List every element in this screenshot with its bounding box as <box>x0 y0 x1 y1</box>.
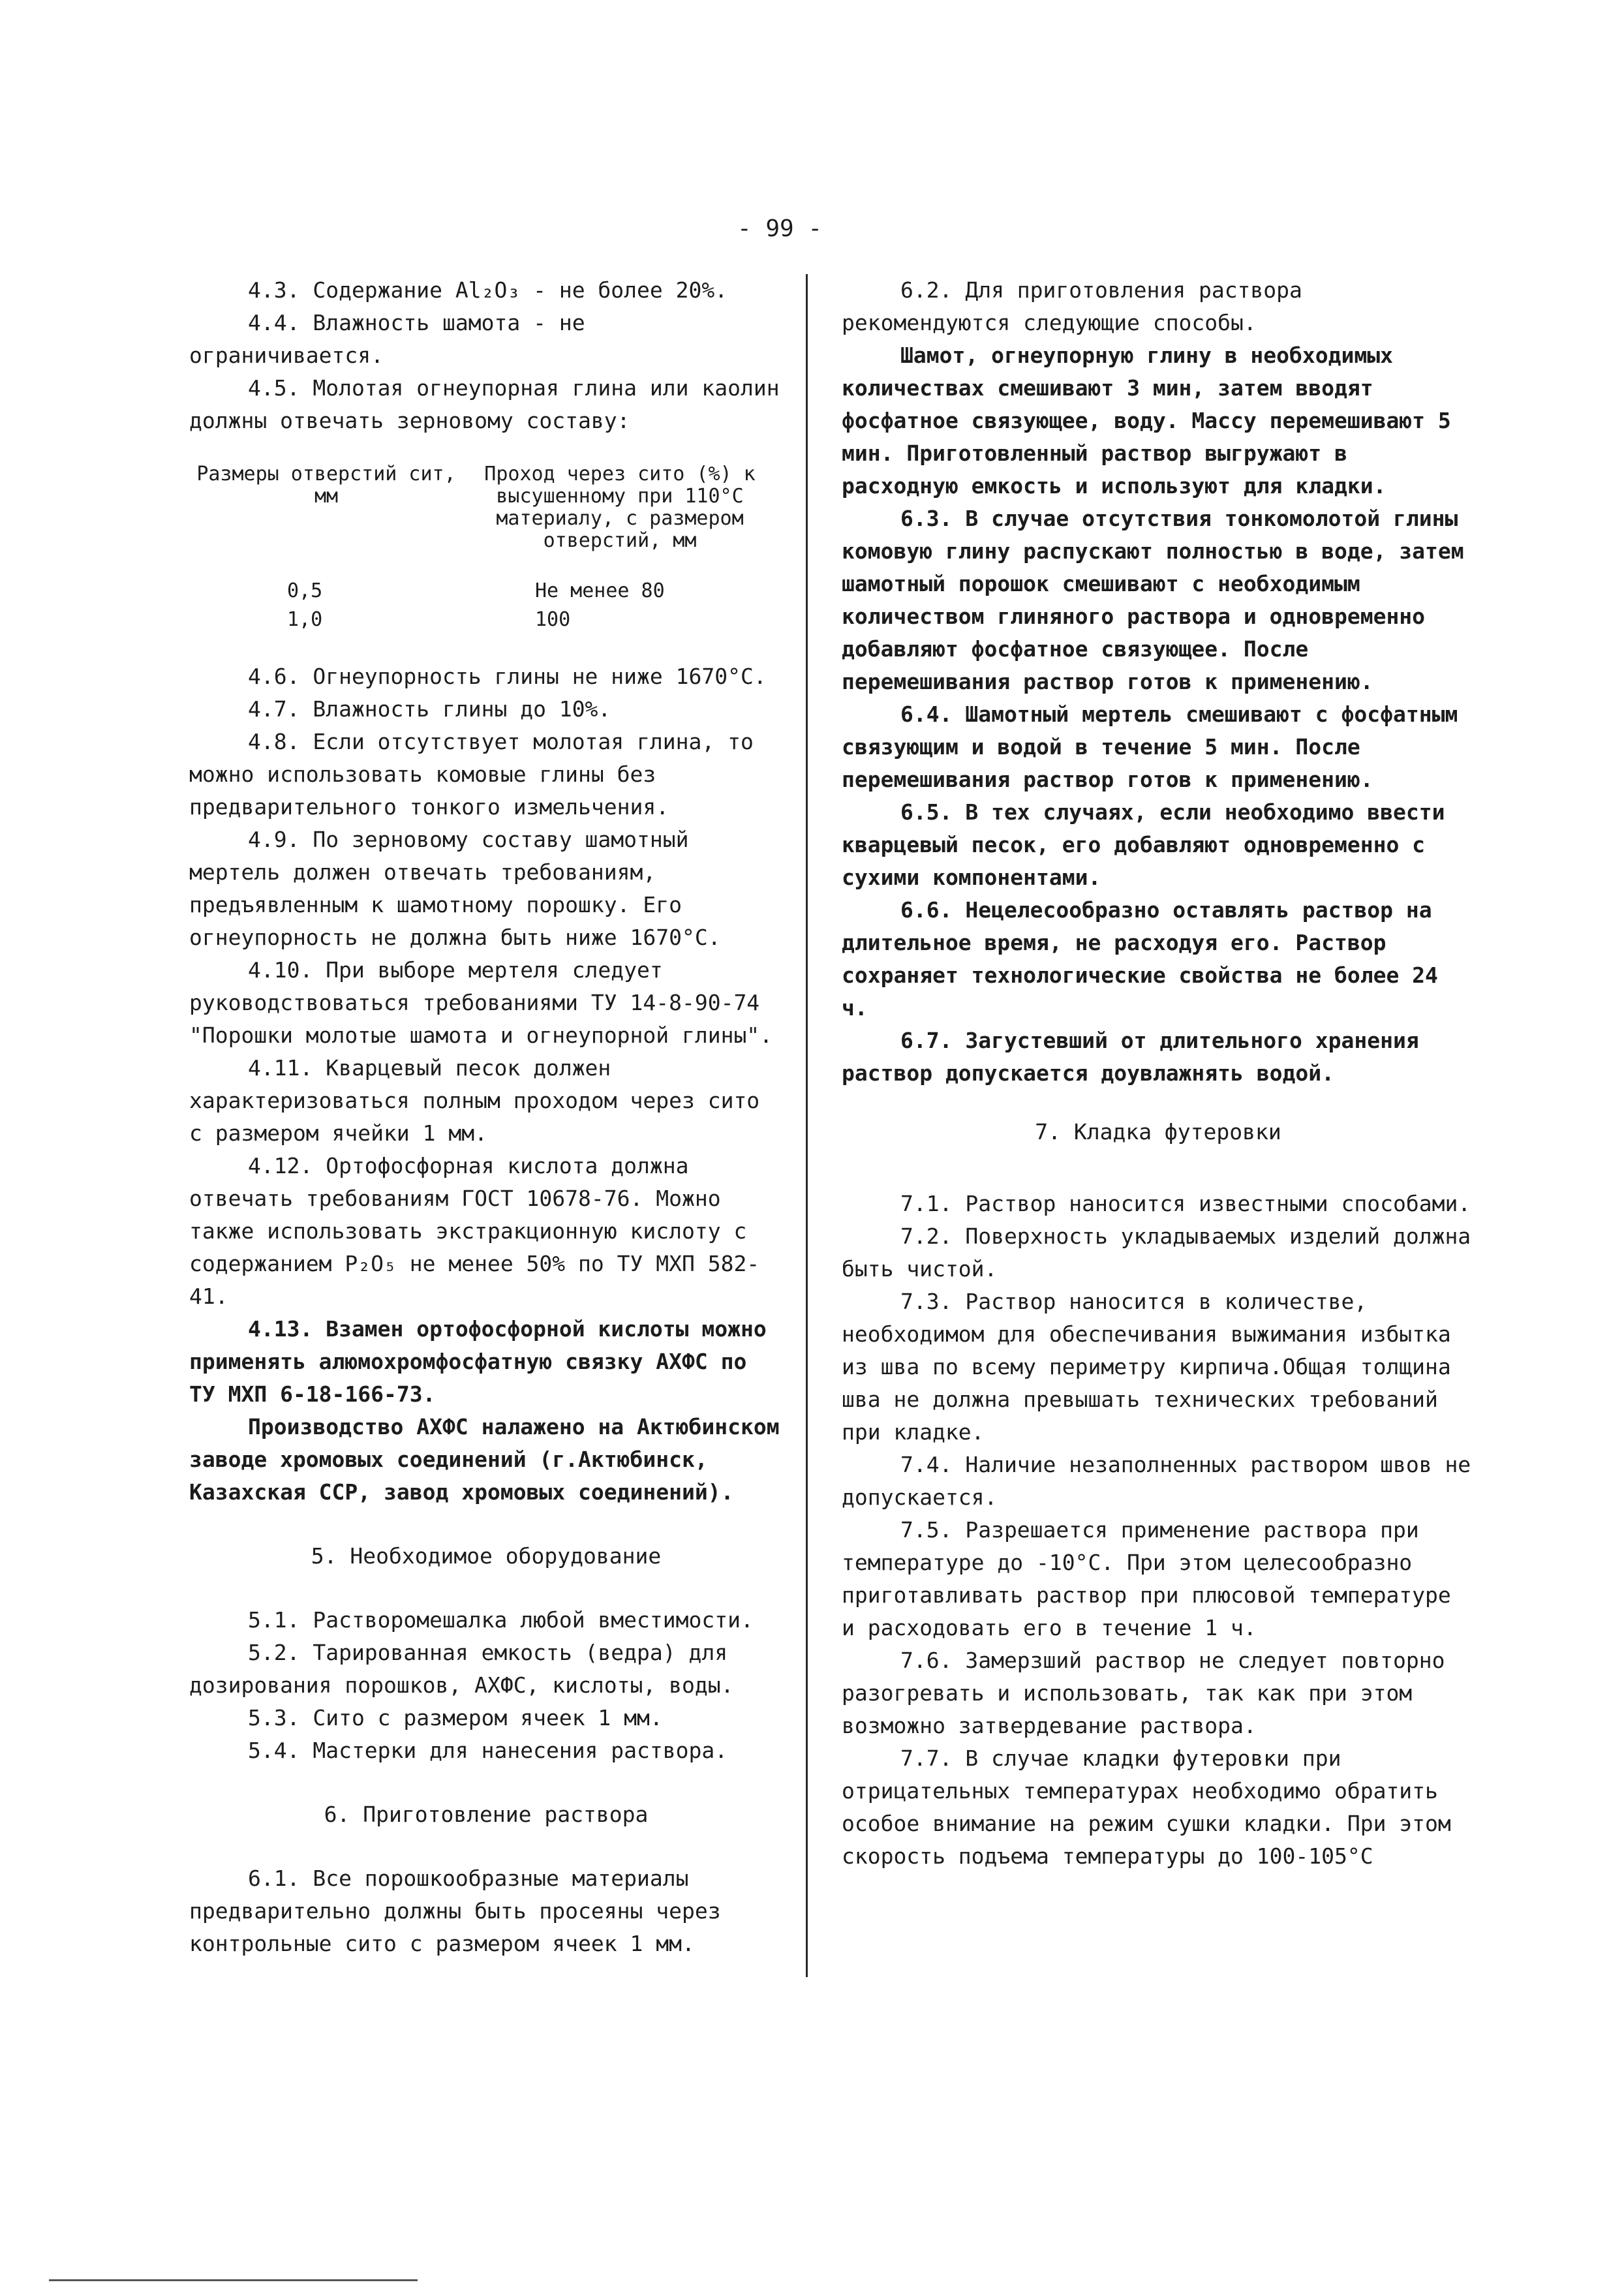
section-heading-7: 7. Кладка футеровки <box>1035 1119 1281 1145</box>
paragraph-6-3: 6.3. В случае отсутствия тонкомолотой глины комовую глину распускают полностью в воде, затем шамотный порошок смешивают с необходимым количеством глиняного раствора и одновременно добавляют фосфатное связующее. После перемешивания раствор готов к применению. <box>842 506 1464 694</box>
paragraph-4-4: 4.4. Влажность шамота - не ограничивается. <box>189 310 585 368</box>
paragraph-7-5: 7.5. Разрешается применение раствора при температуре до -10°С. При этом целесообразно приготавливать раствор при плюсовой температуре и расходовать его в течение 1 ч. <box>842 1517 1451 1640</box>
paragraph-4-13: 4.13. Взамен ортофосфорной кислоты можно применять алюмохромфосфатную связку АХФС по ТУ МХП 6-18-166-73. <box>189 1316 767 1407</box>
table-cell-size: 0,5 <box>287 579 323 602</box>
paragraph-6-4: 6.4. Шамотный мертель смешивают с фосфатным связующим и водой в течение 5 мин. После перемешивания раствор готов к применению. <box>842 701 1458 792</box>
paragraph-5-1: 5.1. Растворомешалка любой вместимости. <box>248 1607 754 1633</box>
paragraph-6-2: 6.2. Для приготовления раствора рекомендуются следующие способы. <box>842 277 1302 335</box>
page-number: - 99 - <box>737 215 823 242</box>
paragraph-5-2: 5.2. Тарированная емкость (ведра) для дозирования порошков, АХФС, кислоты, воды. <box>189 1640 734 1698</box>
section-heading-6: 6. Приготовление раствора <box>324 1802 649 1827</box>
paragraph-4-9: 4.9. По зерновому составу шамотный мертель должен отвечать требованиям, предъявленным к шамотному порошку. Его огнеупорность не должна быть ниже 1670°С. <box>189 827 721 950</box>
paragraph-5-4: 5.4. Мастерки для нанесения раствора. <box>248 1738 728 1763</box>
section-heading-5: 5. Необходимое оборудование <box>311 1543 662 1569</box>
paragraph-4-10: 4.10. При выборе мертеля следует руководствоваться требованиями ТУ 14-8-90-74 "Порошки молотые шамота и огнеупорной глины". <box>189 957 773 1048</box>
right-column <box>842 274 1475 1873</box>
footer-rule <box>49 2279 418 2281</box>
paragraph-6-7: 6.7. Загустевший от длительного хранения раствор допускается доувлажнять водой. <box>842 1028 1419 1086</box>
left-column <box>189 274 783 1960</box>
paragraph-6-6: 6.6. Нецелесообразно оставлять раствор на длительное время, не расходуя его. Раствор сохраняет технологические свойства не более 24 ч. <box>842 897 1438 1021</box>
table-header-passage: Проход через сито (%) к высушенному при 110°С материалу, с размером отверстий, мм <box>484 463 756 552</box>
table-cell-size: 1,0 <box>287 608 323 631</box>
paragraph-production: Производство АХФС налажено на Актюбинском заводе хромовых соединений (г.Актюбинск, Казахская ССР, завод хромовых соединений). <box>189 1414 780 1505</box>
paragraph-4-7: 4.7. Влажность глины до 10%. <box>248 696 611 722</box>
paragraph-4-5: 4.5. Молотая огнеупорная глина или каолин должны отвечать зерновому составу: <box>189 375 780 433</box>
paragraph-7-3: 7.3. Раствор наносится в количестве, необходимом для обеспечивания выжимания избытка из шва по всему периметру кирпича.Общая толщина шва не должна превышать технических требований при кладке. <box>842 1289 1451 1445</box>
column-divider <box>806 274 808 1977</box>
grain-size-table <box>189 463 783 634</box>
paragraph-6-5: 6.5. В тех случаях, если необходимо ввести кварцевый песок, его добавляют одновременно с сухими компонентами. <box>842 799 1445 890</box>
paragraph-7-1: 7.1. Раствор наносится известными способами. <box>900 1191 1471 1216</box>
paragraph-7-7: 7.7. В случае кладки футеровки при отрицательных температурах необходимо обратить особое внимание на режим сушки кладки. При этом скорость подъема температуры до 100-105°С <box>842 1745 1451 1869</box>
table-row <box>189 606 783 634</box>
table-cell-pass: Не менее 80 <box>535 579 665 602</box>
paragraph-7-6: 7.6. Замерзший раствор не следует повторно разогревать и использовать, так как при этом возможно затвердевание раствора. <box>842 1648 1445 1738</box>
paragraph-7-2: 7.2. Поверхность укладываемых изделий должна быть чистой. <box>842 1223 1471 1282</box>
paragraph-7-4: 7.4. Наличие незаполненных раствором швов не допускается. <box>842 1452 1471 1510</box>
paragraph-4-11: 4.11. Кварцевый песок должен характеризоваться полным проходом через сито с размером ячейки 1 мм. <box>189 1055 760 1146</box>
table-row <box>189 577 783 606</box>
paragraph-4-6: 4.6. Огнеупорность глины не ниже 1670°С. <box>248 664 767 689</box>
table-header <box>189 463 783 552</box>
paragraph-4-8: 4.8. Если отсутствует молотая глина, то можно использовать комовые глины без предварительного тонкого измельчения. <box>189 729 754 820</box>
paragraph-6-2-method: Шамот, огнеупорную глину в необходимых количествах смешивают 3 мин, затем вводят фосфатное связующее, воду. Массу перемешивают 5 мин. Приготовленный раствор выгружают в расходную емкость и используют для кладки. <box>842 343 1451 499</box>
paragraph-5-3: 5.3. Сито с размером ячеек 1 мм. <box>248 1705 663 1730</box>
table-cell-pass: 100 <box>535 608 571 631</box>
paragraph-4-12: 4.12. Ортофосфорная кислота должна отвечать требованиям ГОСТ 10678-76. Можно также использовать экстракционную кислоту с содержанием P₂O₅ не менее 50% по ТУ МХП 582-41. <box>189 1153 760 1309</box>
paragraph-6-1: 6.1. Все порошкообразные материалы предварительно должны быть просеяны через контрольные сито с размером ячеек 1 мм. <box>189 1866 721 1956</box>
table-header-sieve-size: Размеры отверстий сит, мм <box>196 463 456 508</box>
paragraph-4-3: 4.3. Содержание Al₂O₃ - не более 20%. <box>248 277 728 303</box>
